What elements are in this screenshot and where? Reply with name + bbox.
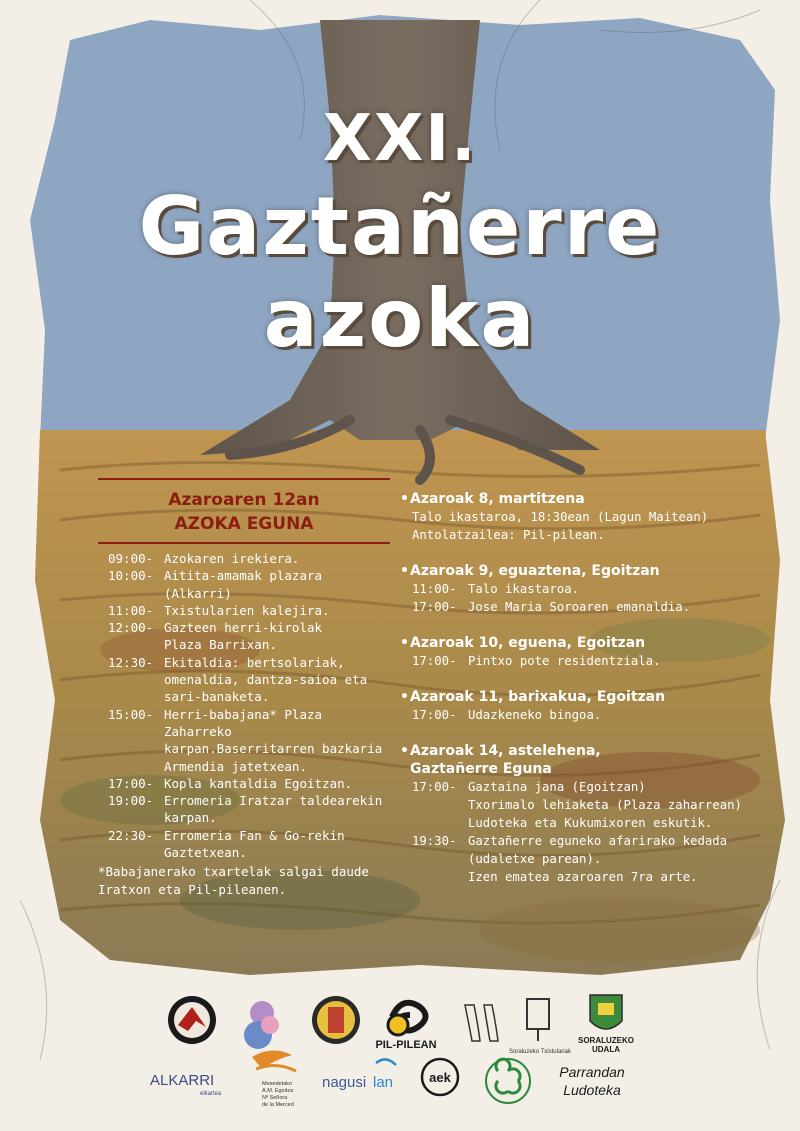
schedule-text: Herri-babajana* Plaza Zaharreko: [164, 706, 323, 739]
event-line: [400, 868, 745, 886]
mesedetako-line3: Nª Señora: [262, 1095, 288, 1101]
ludoteka-label: Ludoteka: [563, 1082, 621, 1098]
txistulariak-label: Soraluzeko Txistulariak: [509, 1049, 571, 1055]
schedule-row: [108, 844, 390, 861]
event-block: [400, 688, 745, 724]
schedule-text: Ekitaldia: bertsolariak,: [164, 654, 345, 670]
event-line: [400, 508, 745, 526]
event-heading-text: Azaroak 14, astelehena,: [410, 743, 601, 759]
main-day-date: Azaroaren 12an: [168, 490, 320, 510]
event-line: [400, 580, 745, 598]
aek-logo: [422, 1059, 458, 1095]
parrandan-label: Parrandan: [559, 1064, 625, 1080]
schedule-text: sari-banaketa.: [164, 689, 270, 705]
event-heading: [400, 634, 745, 652]
event-heading-text: Azaroak 9, eguaztena, Egoitzan: [410, 563, 660, 579]
event-text: Gaztañerre eguneko afarirako kedada: [468, 834, 728, 848]
event-time: 11:00-: [412, 582, 457, 596]
schedule-row: [108, 550, 390, 567]
sponsor-logos: [0, 985, 800, 1125]
bullet-icon: •: [400, 563, 409, 579]
schedule-time: [108, 688, 164, 705]
event-text: Antolatzailea: Pil-pilean.: [412, 528, 605, 542]
schedule-text: omenaldia, dantza-saioa eta: [164, 672, 368, 688]
soraluzeko-udala-logo: [578, 995, 634, 1054]
schedule-time: [108, 636, 164, 653]
dance-shoes-logo: [465, 1005, 498, 1041]
schedule-time: 11:00-: [108, 602, 154, 618]
schedule-row: [108, 602, 390, 619]
schedule-text: Azokaren irekiera.: [164, 551, 300, 566]
main-day-header: [98, 480, 390, 542]
event-block: [400, 490, 745, 544]
pil-pilean-label: PIL-PILEAN: [375, 1039, 437, 1051]
event-line: [400, 814, 745, 832]
event-line: [400, 850, 745, 868]
event-heading: [400, 688, 745, 706]
event-time: [412, 814, 468, 832]
event-time: 17:00-: [412, 654, 457, 668]
event-time: [412, 868, 468, 886]
event-line: [400, 796, 745, 814]
schedule-time: 19:00-: [108, 793, 154, 809]
event-text: Ludoteka eta Kukumixoren eskutik.: [468, 816, 713, 830]
nagusilan-logo: [322, 1059, 396, 1091]
schedule-time: 10:00-: [108, 568, 154, 584]
main-day-name: AZOKA EGUNA: [174, 514, 314, 534]
events-section: [400, 490, 745, 904]
event-text: Talo ikastaroa, 18:30ean (Lagun Maitean): [412, 510, 709, 524]
event-text: Udazkeneko bingoa.: [468, 708, 602, 722]
event-text: Jose Maria Soroaren emanaldia.: [468, 600, 691, 614]
schedule-text: Aitita-amamak plazara (Alkarri): [164, 568, 323, 601]
event-line: [400, 832, 745, 850]
schedule-time: [108, 740, 164, 757]
event-text: Izen ematea azaroaren 7ra arte.: [468, 870, 698, 884]
event-heading: [400, 562, 745, 580]
schedule-text: karpan.Baserritarren bazkaria: [164, 741, 383, 757]
event-line: [400, 526, 745, 544]
event-time: [412, 850, 468, 868]
nagusi-label: nagusi: [322, 1074, 367, 1091]
alkarri-sublabel: elkartea: [200, 1091, 222, 1097]
udala-label: UDALA: [592, 1045, 620, 1054]
event-line: [400, 778, 745, 796]
schedule-time: 15:00-: [108, 706, 154, 722]
event-text: Talo ikastaroa.: [468, 582, 580, 596]
association-seal-logo: [312, 996, 360, 1044]
schedule-time: [108, 758, 164, 775]
bullet-icon: •: [400, 743, 409, 759]
schedule-row: [108, 671, 390, 688]
event-time: 17:00-: [412, 708, 457, 722]
schedule-row: [108, 792, 390, 809]
event-time: [412, 796, 468, 814]
schedule-time: 09:00-: [108, 551, 154, 566]
parrandan-ludoteka-logo: [559, 1064, 625, 1098]
txistulariak-logo: [509, 999, 572, 1055]
schedule-row: [108, 706, 390, 741]
event-heading-text: Azaroak 11, barixakua, Egoitzan: [410, 689, 666, 705]
event-heading: [400, 490, 745, 508]
schedule-time: 22:30-: [108, 827, 154, 843]
schedule-text: Gaztetxean.: [164, 845, 247, 861]
schedule-row: [108, 827, 390, 844]
event-heading-text: Gaztañerre Eguna: [410, 761, 552, 777]
bullet-icon: •: [400, 491, 409, 507]
aek-label: aek: [429, 1070, 451, 1085]
title-line-2: Gaztañerre: [138, 180, 662, 273]
event-heading-text: Azaroak 10, eguena, Egoitzan: [410, 635, 646, 651]
bullet-icon: •: [400, 689, 409, 705]
title-line-3: azoka: [263, 272, 537, 365]
schedule-text: Gazteen herri-kirolak: [164, 620, 323, 636]
schedule-text: Plaza Barrixan.: [164, 637, 277, 653]
lauburu-logo: [486, 1059, 530, 1103]
schedule-row: [108, 688, 390, 705]
event-time: 19:30-: [412, 834, 457, 848]
schedule-text: Armendia jatetxean.: [164, 758, 307, 774]
schedule-text: Txistularien kalejira.: [164, 602, 330, 618]
event-text: (udaletxe parean).: [468, 852, 602, 866]
schedule-text: Erromeria Fan & Go-rekin: [164, 827, 345, 843]
main-day-section: [98, 478, 390, 898]
note-line: Iratxon eta Pil-pileanen.: [98, 881, 287, 897]
schedule-row: [108, 619, 390, 636]
event-line: [400, 598, 745, 616]
pil-pilean-logo: [375, 1003, 436, 1051]
schedule-row: [108, 758, 390, 775]
alkarri-label: ALKARRI: [150, 1072, 215, 1089]
schedule-row: [108, 740, 390, 757]
mesedetako-line2: A.M. Egoitza: [262, 1088, 294, 1094]
title-line-1: XXI.: [322, 102, 478, 176]
event-heading: [400, 760, 745, 778]
event-text: Txorimalo lehiaketa (Plaza zaharrean): [468, 798, 742, 812]
note-line: *Babajanerako txartelak salgai daude: [98, 864, 369, 880]
event-block: [400, 634, 745, 670]
kukumixo-logo: [244, 1001, 279, 1049]
schedule-time: [108, 671, 164, 688]
event-heading-text: Azaroak 8, martitzena: [410, 491, 585, 507]
schedule-row: [108, 775, 390, 792]
nagusi-lan-label: lan: [373, 1074, 394, 1091]
event-block: [400, 562, 745, 616]
schedule-text: Erromeria Iratzar taldearekin: [164, 793, 383, 809]
schedule-row: [108, 636, 390, 653]
bullet-icon: •: [400, 635, 409, 651]
schedule-time: [108, 809, 164, 826]
event-text: Pintxo pote residentziala.: [468, 654, 661, 668]
schedule-text: Kopla kantaldia Egoitzan.: [164, 775, 353, 791]
divider-bottom: [98, 542, 390, 544]
mesedetako-line4: de la Merced: [262, 1102, 294, 1108]
ticket-note: [98, 863, 390, 898]
event-line: [400, 706, 745, 724]
schedule-time: 12:30-: [108, 654, 154, 670]
event-time: 17:00-: [412, 780, 457, 794]
mesedetako-line1: Mesedetako: [262, 1081, 292, 1087]
event-heading: [400, 742, 745, 760]
schedule-time: 17:00-: [108, 775, 154, 791]
event-text: Gaztaina jana (Egoitzan): [468, 780, 646, 794]
alkarri-logo: [150, 1072, 222, 1097]
schedule-row: [108, 654, 390, 671]
schedule-text: karpan.: [164, 810, 217, 826]
soraluzeko-label: SORALUZEKO: [578, 1036, 634, 1045]
schedule-row: [108, 809, 390, 826]
schedule-time: [108, 844, 164, 861]
main-day-schedule: [98, 550, 390, 861]
event-time: 17:00-: [412, 600, 457, 614]
dance-group-logo: [168, 996, 216, 1044]
schedule-row: [108, 567, 390, 602]
schedule-time: 12:00-: [108, 620, 154, 636]
event-line: [400, 652, 745, 670]
event-block: [400, 742, 745, 886]
mesedetako-logo: [252, 1050, 296, 1108]
